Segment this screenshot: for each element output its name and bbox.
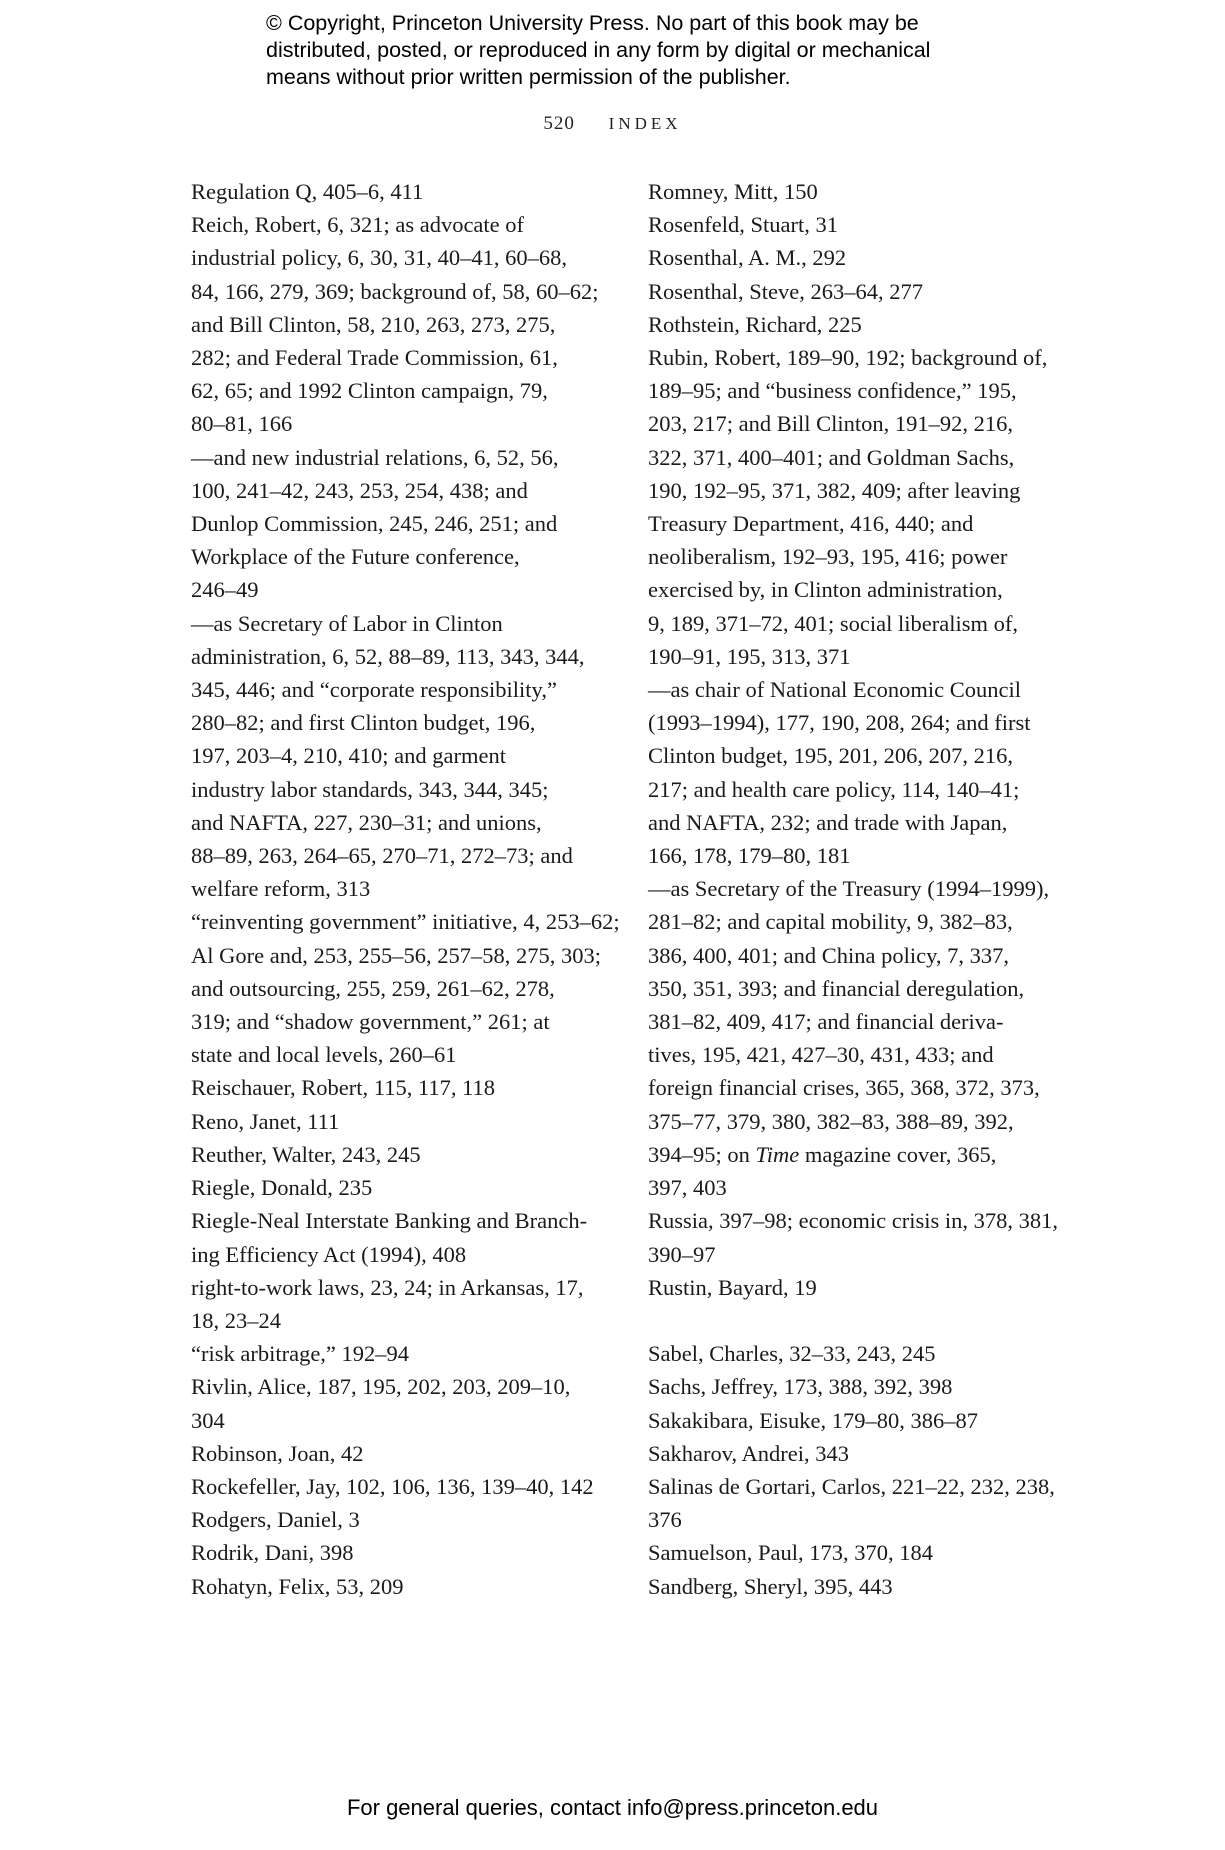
index-entry-line: Reuther, Walter, 243, 245 (191, 1141, 421, 1167)
index-entry-line: 319; and “shadow government,” 261; at (191, 1009, 550, 1035)
index-entry-line: 84, 166, 279, 369; background of, 58, 60–62; (191, 278, 599, 304)
index-entry-line: 322, 371, 400–401; and Goldman Sachs, (648, 444, 1015, 470)
index-entry (648, 1204, 1068, 1270)
index-entry-line: Rivlin, Alice, 187, 195, 202, 203, 209–10, (191, 1374, 571, 1400)
index-entry (648, 341, 1068, 673)
index-entry-line: Sakharov, Andrei, 343 (648, 1440, 850, 1466)
index-entry-line: welfare reform, 313 (191, 876, 371, 902)
index-entry-line: Sabel, Charles, 32–33, 243, 245 (648, 1341, 936, 1367)
index-entry-line: Rustin, Bayard, 19 (648, 1274, 817, 1300)
index-entry-line: Regulation Q, 405–6, 411 (191, 179, 424, 204)
index-entry-line: Russia, 397–98; economic crisis in, 378, 381, (648, 1208, 1058, 1234)
index-entry-line: 282; and Federal Trade Commission, 61, (191, 345, 558, 371)
index-entry-line: 281–82; and capital mobility, 9, 382–83, (648, 909, 1013, 935)
index-entry (191, 607, 611, 906)
index-entry-line: 375–77, 379, 380, 382–83, 388–89, 392, (648, 1108, 1014, 1134)
index-entry (191, 1470, 611, 1503)
index-entry-line: and Bill Clinton, 58, 210, 263, 273, 275, (191, 311, 556, 337)
index-entry (648, 241, 1068, 274)
index-entry-line: Rubin, Robert, 189–90, 192; background of, (648, 345, 1048, 371)
index-entry-line: and outsourcing, 255, 259, 261–62, 278, (191, 975, 555, 1001)
index-entry-line: Al Gore and, 253, 255–56, 257–58, 275, 303; (191, 942, 601, 968)
index-entry (648, 673, 1068, 872)
index-entry (191, 1503, 611, 1536)
index-group-s (648, 1337, 1068, 1603)
index-entry-line: “risk arbitrage,” 192–94 (191, 1341, 410, 1367)
index-entry-line: Rodrik, Dani, 398 (191, 1540, 354, 1566)
index-entry-line: industry labor standards, 343, 344, 345; (191, 776, 549, 802)
index-entry-line: —as Secretary of the Treasury (1994–1999), (648, 876, 1050, 902)
index-entry-line: 80–81, 166 (191, 411, 293, 437)
index-entry-line: ing Efficiency Act (1994), 408 (191, 1241, 467, 1267)
index-entry-line: 390–97 (648, 1241, 716, 1267)
index-entry (648, 308, 1068, 341)
index-group-r (648, 175, 1068, 1304)
index-entry-line: Treasury Department, 416, 440; and (648, 511, 974, 537)
index-entry-line: 189–95; and “business confidence,” 195, (648, 378, 1017, 404)
index-entry (191, 441, 611, 607)
index-entry (648, 275, 1068, 308)
index-entry (191, 1337, 611, 1370)
index-entry-line: Sakakibara, Eisuke, 179–80, 386–87 (648, 1407, 978, 1433)
copyright-line: distributed, posted, or reproduced in any form by digital or mechanical (266, 38, 931, 62)
index-entry-line: right-to-work laws, 23, 24; in Arkansas, 17, (191, 1274, 584, 1300)
index-entry (648, 1437, 1068, 1470)
index-entry-line: Romney, Mitt, 150 (648, 179, 818, 204)
index-entry-line: Clinton budget, 195, 201, 206, 207, 216, (648, 743, 1013, 769)
index-entry-line: Sandberg, Sheryl, 395, 443 (648, 1573, 893, 1599)
index-entry (648, 175, 1068, 208)
index-entry-line: 280–82; and first Clinton budget, 196, (191, 710, 536, 736)
index-entry-line: Reich, Robert, 6, 321; as advocate of (191, 212, 525, 238)
index-entry-line: 9, 189, 371–72, 401; social liberalism of, (648, 610, 1018, 636)
index-entry (191, 1437, 611, 1470)
index-entry (648, 1370, 1068, 1403)
index-entry-line: 217; and health care policy, 114, 140–41; (648, 776, 1020, 802)
footer-contact: For general queries, contact info@press.princeton.edu (346, 1795, 879, 1820)
index-entry-line: —as chair of National Economic Council (648, 677, 1022, 703)
index-entry (191, 1570, 611, 1603)
index-entry (648, 1271, 1068, 1304)
index-entry-line: Salinas de Gortari, Carlos, 221–22, 232, 238, (648, 1473, 1055, 1499)
copyright-line: © Copyright, Princeton University Press. No part of this book may be (266, 11, 919, 35)
index-entry-line: Rosenthal, A. M., 292 (648, 245, 847, 271)
letter-group-gap (648, 1304, 1068, 1337)
index-entry-line: Rothstein, Richard, 225 (648, 311, 862, 337)
index-entry-line: 246–49 (191, 577, 259, 603)
index-entry-line: exercised by, in Clinton administration, (648, 577, 1003, 603)
index-entry-line: 62, 65; and 1992 Clinton campaign, 79, (191, 378, 548, 404)
index-entry-line: Workplace of the Future conference, (191, 544, 520, 570)
index-entry-line: 190, 192–95, 371, 382, 409; after leaving (648, 477, 1021, 503)
index-entry-line: Reno, Janet, 111 (191, 1108, 340, 1134)
index-entry-line: Samuelson, Paul, 173, 370, 184 (648, 1540, 933, 1566)
index-entry-line: 376 (648, 1507, 682, 1533)
index-entry-line: Rohatyn, Felix, 53, 209 (191, 1573, 404, 1599)
index-entry-line: 100, 241–42, 243, 253, 254, 438; and (191, 477, 528, 503)
page-number: 520 (543, 113, 575, 134)
index-entry (191, 1370, 611, 1436)
index-entry-line: and NAFTA, 232; and trade with Japan, (648, 809, 1008, 835)
index-entry (648, 1337, 1068, 1370)
index-entry-line: 386, 400, 401; and China policy, 7, 337, (648, 942, 1010, 968)
index-entry-line: 350, 351, 393; and financial deregulation, (648, 975, 1025, 1001)
index-entry-line: 397, 403 (648, 1175, 727, 1201)
index-entry (191, 208, 611, 440)
index-entry-line: Rockefeller, Jay, 102, 106, 136, 139–40, 142 (191, 1473, 594, 1499)
index-entry (648, 1536, 1068, 1569)
index-entry-line: —as Secretary of Labor in Clinton (191, 610, 503, 636)
index-entry-line: state and local levels, 260–61 (191, 1042, 457, 1068)
index-entry-line: foreign financial crises, 365, 368, 372, 373, (648, 1075, 1040, 1101)
index-entry-line: 345, 446; and “corporate responsibility,” (191, 677, 557, 703)
index-entry-line: (1993–1994), 177, 190, 208, 264; and first (648, 710, 1031, 736)
index-entry-line: 18, 23–24 (191, 1307, 281, 1333)
index-entry (191, 1138, 611, 1171)
section-title: INDEX (608, 114, 682, 133)
index-entry-line: tives, 195, 421, 427–30, 431, 433; and (648, 1042, 994, 1068)
running-head (0, 113, 1225, 135)
index-entry (191, 1271, 611, 1337)
index-entry-line: Rodgers, Daniel, 3 (191, 1507, 360, 1533)
index-entry-line: Riegle-Neal Interstate Banking and Branch- (191, 1208, 588, 1234)
index-entry (191, 1204, 611, 1270)
index-entry (648, 872, 1068, 1204)
index-entry-line: Rosenthal, Steve, 263–64, 277 (648, 278, 923, 304)
index-entry-line: 190–91, 195, 313, 371 (648, 643, 851, 669)
index-entry-line: Robinson, Joan, 42 (191, 1440, 364, 1466)
index-entry (648, 1470, 1068, 1536)
index-entry-line: industrial policy, 6, 30, 31, 40–41, 60–68, (191, 245, 568, 271)
index-entry (191, 1536, 611, 1569)
index-entry-line: 381–82, 409, 417; and financial deriva- (648, 1009, 1004, 1035)
index-entry-line: 304 (191, 1407, 225, 1433)
index-column-right (648, 175, 1068, 1603)
index-entry-line: Dunlop Commission, 245, 246, 251; and (191, 511, 558, 537)
index-entry-line: administration, 6, 52, 88–89, 113, 343, 344, (191, 643, 585, 669)
index-entry-line: Rosenfeld, Stuart, 31 (648, 212, 838, 238)
index-entry (191, 1171, 611, 1204)
index-entry (648, 1404, 1068, 1437)
index-entry (191, 175, 611, 208)
index-entry-line: and NAFTA, 227, 230–31; and unions, (191, 809, 542, 835)
copyright-line: means without prior written permission of the publisher. (266, 65, 791, 89)
index-entry-line: 197, 203–4, 210, 410; and garment (191, 743, 506, 769)
index-entry-line: “reinventing government” initiative, 4, 253–62; (191, 909, 620, 935)
index-entry (191, 1105, 611, 1138)
index-entry-line: 394–95; on Time magazine cover, 365, (648, 1141, 997, 1167)
index-entry (648, 1570, 1068, 1603)
index-entry-line: Reischauer, Robert, 115, 117, 118 (191, 1075, 496, 1101)
index-entry (191, 905, 620, 1071)
index-entry-line: —and new industrial relations, 6, 52, 56, (191, 444, 559, 470)
index-entry-line: Riegle, Donald, 235 (191, 1175, 373, 1201)
copyright-notice (266, 10, 1026, 91)
index-column-left (191, 175, 620, 1603)
index-entry-line: Sachs, Jeffrey, 173, 388, 392, 398 (648, 1374, 953, 1400)
index-entry-line: 88–89, 263, 264–65, 270–71, 272–73; and (191, 843, 573, 869)
index-entry-line: neoliberalism, 192–93, 195, 416; power (648, 544, 1008, 570)
index-entry-line: 203, 217; and Bill Clinton, 191–92, 216, (648, 411, 1014, 437)
index-entry (648, 208, 1068, 241)
index-entry (191, 1071, 611, 1104)
index-entry-line: 166, 178, 179–80, 181 (648, 843, 851, 869)
